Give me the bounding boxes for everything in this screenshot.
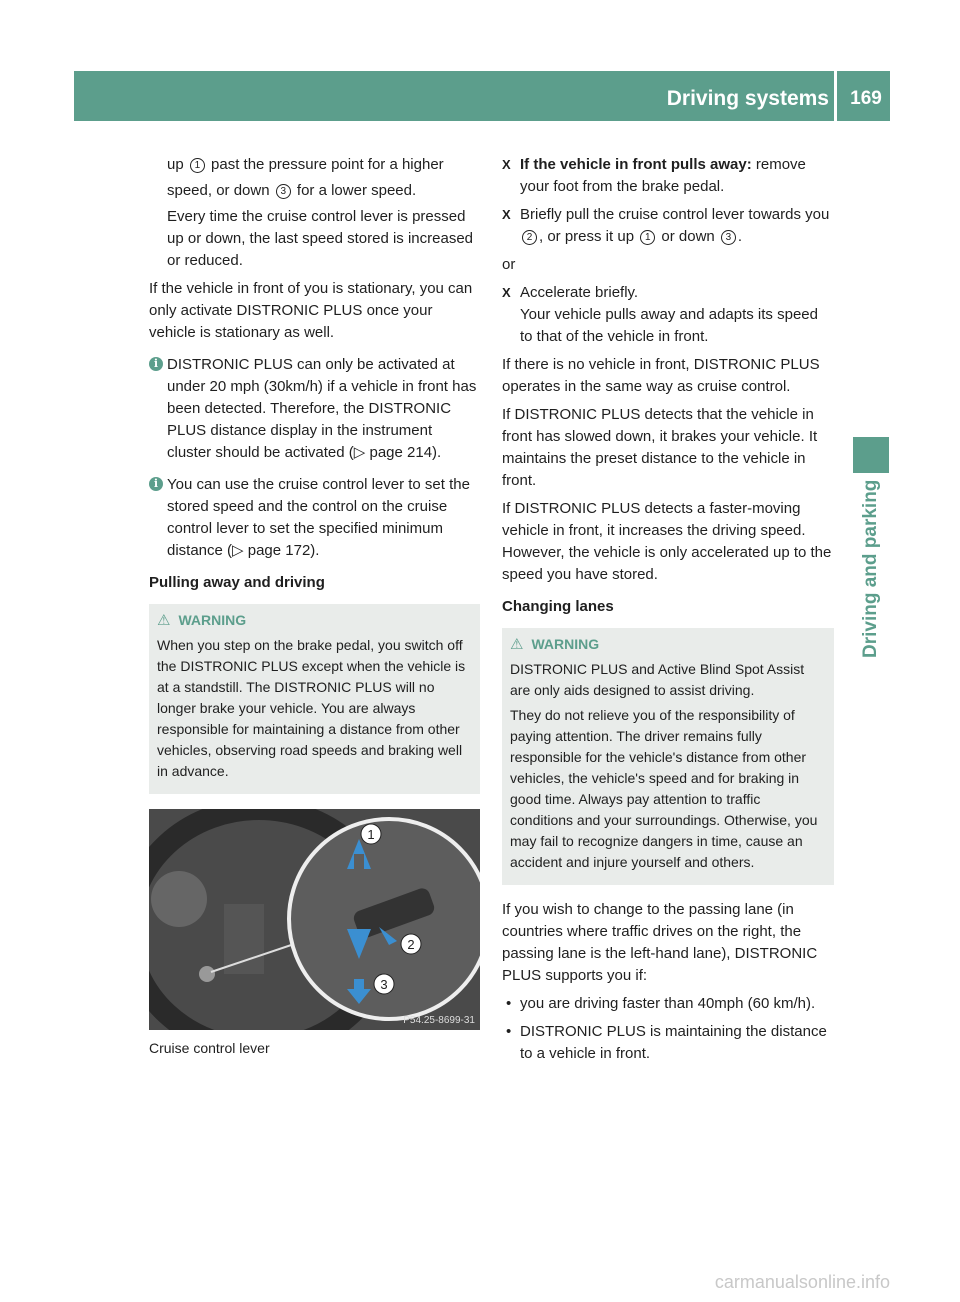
warning-header: [157, 610, 472, 631]
bullet-item: [502, 1021, 834, 1065]
warning-box: [149, 604, 480, 794]
page-header: [74, 71, 890, 121]
paragraph: If you wish to change to the passing lane (in countries where traffic drives on the right, the passing lane is the left-hand lane), DISTRONIC PLUS supports you if:: [502, 901, 818, 984]
warning-triangle-icon: ⚠: [510, 636, 524, 653]
page-number: 169: [850, 88, 882, 109]
bullet-item: [502, 993, 834, 1015]
intro-continuation: Every time the cruise control lever is pressed up or down, the last speed stored is increased or reduced.: [167, 208, 474, 269]
step-text: remove your foot from the brake pedal.: [520, 156, 806, 195]
info-note: [149, 474, 480, 562]
callout-1-label: 1: [367, 827, 375, 842]
bullet-icon: •: [506, 1023, 512, 1040]
paragraph: If DISTRONIC PLUS detects a faster-moving vehicle in front, it increases the driving speed. However, the vehicle is only accelerated up to the speed you have stored.: [502, 500, 832, 583]
text-span: past the pressure point for a higher: [206, 156, 444, 173]
info-text: DISTRONIC PLUS can only be activated at under 20 mph (30km/h) if a vehicle in front has been detected. Therefore, the DISTRONIC PLUS distance display in the instrument cluster should be activated (▷ page 214).: [167, 356, 477, 461]
header-title: Driving systems: [666, 87, 829, 110]
step-marker-icon: X: [502, 285, 511, 300]
figure-illustration: [149, 809, 480, 1030]
callout-number-icon: 3: [276, 184, 291, 199]
bullet-icon: •: [506, 995, 512, 1012]
callout-number-icon: 1: [190, 158, 205, 173]
intro-lines: [149, 154, 480, 272]
text-span: for a lower speed.: [292, 182, 417, 199]
step-bold-text: If the vehicle in front pulls away:: [520, 156, 752, 173]
info-note: [149, 354, 480, 464]
warning-box: [502, 628, 834, 885]
callout-2-label: 2: [407, 937, 415, 952]
warning-header: [510, 634, 826, 655]
warning-text: When you step on the brake pedal, you switch off the DISTRONIC PLUS except when the vehicle is at a standstill. The DISTRONIC PLUS will no longer brake your vehicle. You are always responsible for maintaining a distance from other vehicles, observing road speeds and braking well in advance.: [157, 637, 466, 779]
or-text: or: [502, 256, 516, 273]
lever-tip: [199, 966, 215, 982]
text-span: , or press it up: [539, 228, 639, 245]
step-item: [502, 204, 834, 248]
paragraph: If there is no vehicle in front, DISTRONIC PLUS operates in the same way as cruise control.: [502, 356, 820, 395]
paragraph: If DISTRONIC PLUS detects that the vehicle in front has slowed down, it brakes your vehicle. It maintains the preset distance to the vehicle in front.: [502, 406, 818, 489]
watermark: carmanualsonline.info: [714, 1272, 890, 1292]
cruise-control-lever-figure: [149, 809, 480, 1030]
warning-label: WARNING: [531, 636, 600, 652]
text-span: speed, or down: [167, 182, 274, 199]
intro-line: [167, 180, 480, 202]
warning-triangle-icon: ⚠: [157, 612, 171, 629]
side-tab-block: [853, 437, 889, 473]
right-column: [502, 154, 834, 1071]
callout-3-label: 3: [380, 977, 388, 992]
step-item: [502, 282, 834, 348]
warning-text: They do not relieve you of the responsibility of paying attention. The driver remains fully responsible for the vehicle's distance from other vehicles, the vehicle's speed and for braking in good time. Always pay attention to traffic conditions and your surroundings. Otherwise, you may fail to recognize dangers in time, cause an accident and injure yourself and others.: [510, 707, 818, 870]
step-continuation: Your vehicle pulls away and adapts its speed to that of the vehicle in front.: [520, 306, 818, 345]
step-item: [502, 154, 834, 198]
figure-code: P54.25-8699-31: [403, 1015, 475, 1026]
text-span: or down: [657, 228, 719, 245]
header-divider: [834, 71, 837, 121]
intro-line: [167, 154, 480, 176]
left-column: [149, 154, 480, 808]
step-marker-icon: X: [502, 157, 511, 172]
callout-number-icon: 1: [640, 230, 655, 245]
figure-caption: Cruise control lever: [149, 1040, 270, 1056]
steering-hub: [151, 871, 207, 927]
info-text: You can use the cruise control lever to set the stored speed and the control on the cruise control lever to set the specified minimum distance (▷ page 172).: [167, 476, 470, 559]
info-icon: i: [149, 357, 163, 371]
warning-label: WARNING: [178, 612, 247, 628]
section-heading: Pulling away and driving: [149, 574, 325, 591]
bullet-text: you are driving faster than 40mph (60 km/h).: [520, 995, 816, 1012]
step-marker-icon: X: [502, 207, 511, 222]
callout-number-icon: 3: [721, 230, 736, 245]
side-tab-label: Driving and parking: [860, 480, 881, 659]
text-span: .: [737, 228, 743, 245]
warning-text: DISTRONIC PLUS and Active Blind Spot Assist are only aids designed to assist driving.: [510, 661, 805, 698]
text-span: Briefly pull the cruise control lever towards you: [520, 206, 830, 223]
info-icon: i: [149, 477, 163, 491]
paragraph: If the vehicle in front of you is stationary, you can only activate DISTRONIC PLUS once your vehicle is stationary as well.: [149, 280, 473, 341]
step-text: Accelerate briefly.: [520, 284, 639, 301]
section-heading: Changing lanes: [502, 598, 614, 615]
text-span: up: [167, 156, 188, 173]
wheel-buttons: [224, 904, 264, 974]
bullet-text: DISTRONIC PLUS is maintaining the distance to a vehicle in front.: [520, 1023, 827, 1062]
callout-number-icon: 2: [522, 230, 537, 245]
